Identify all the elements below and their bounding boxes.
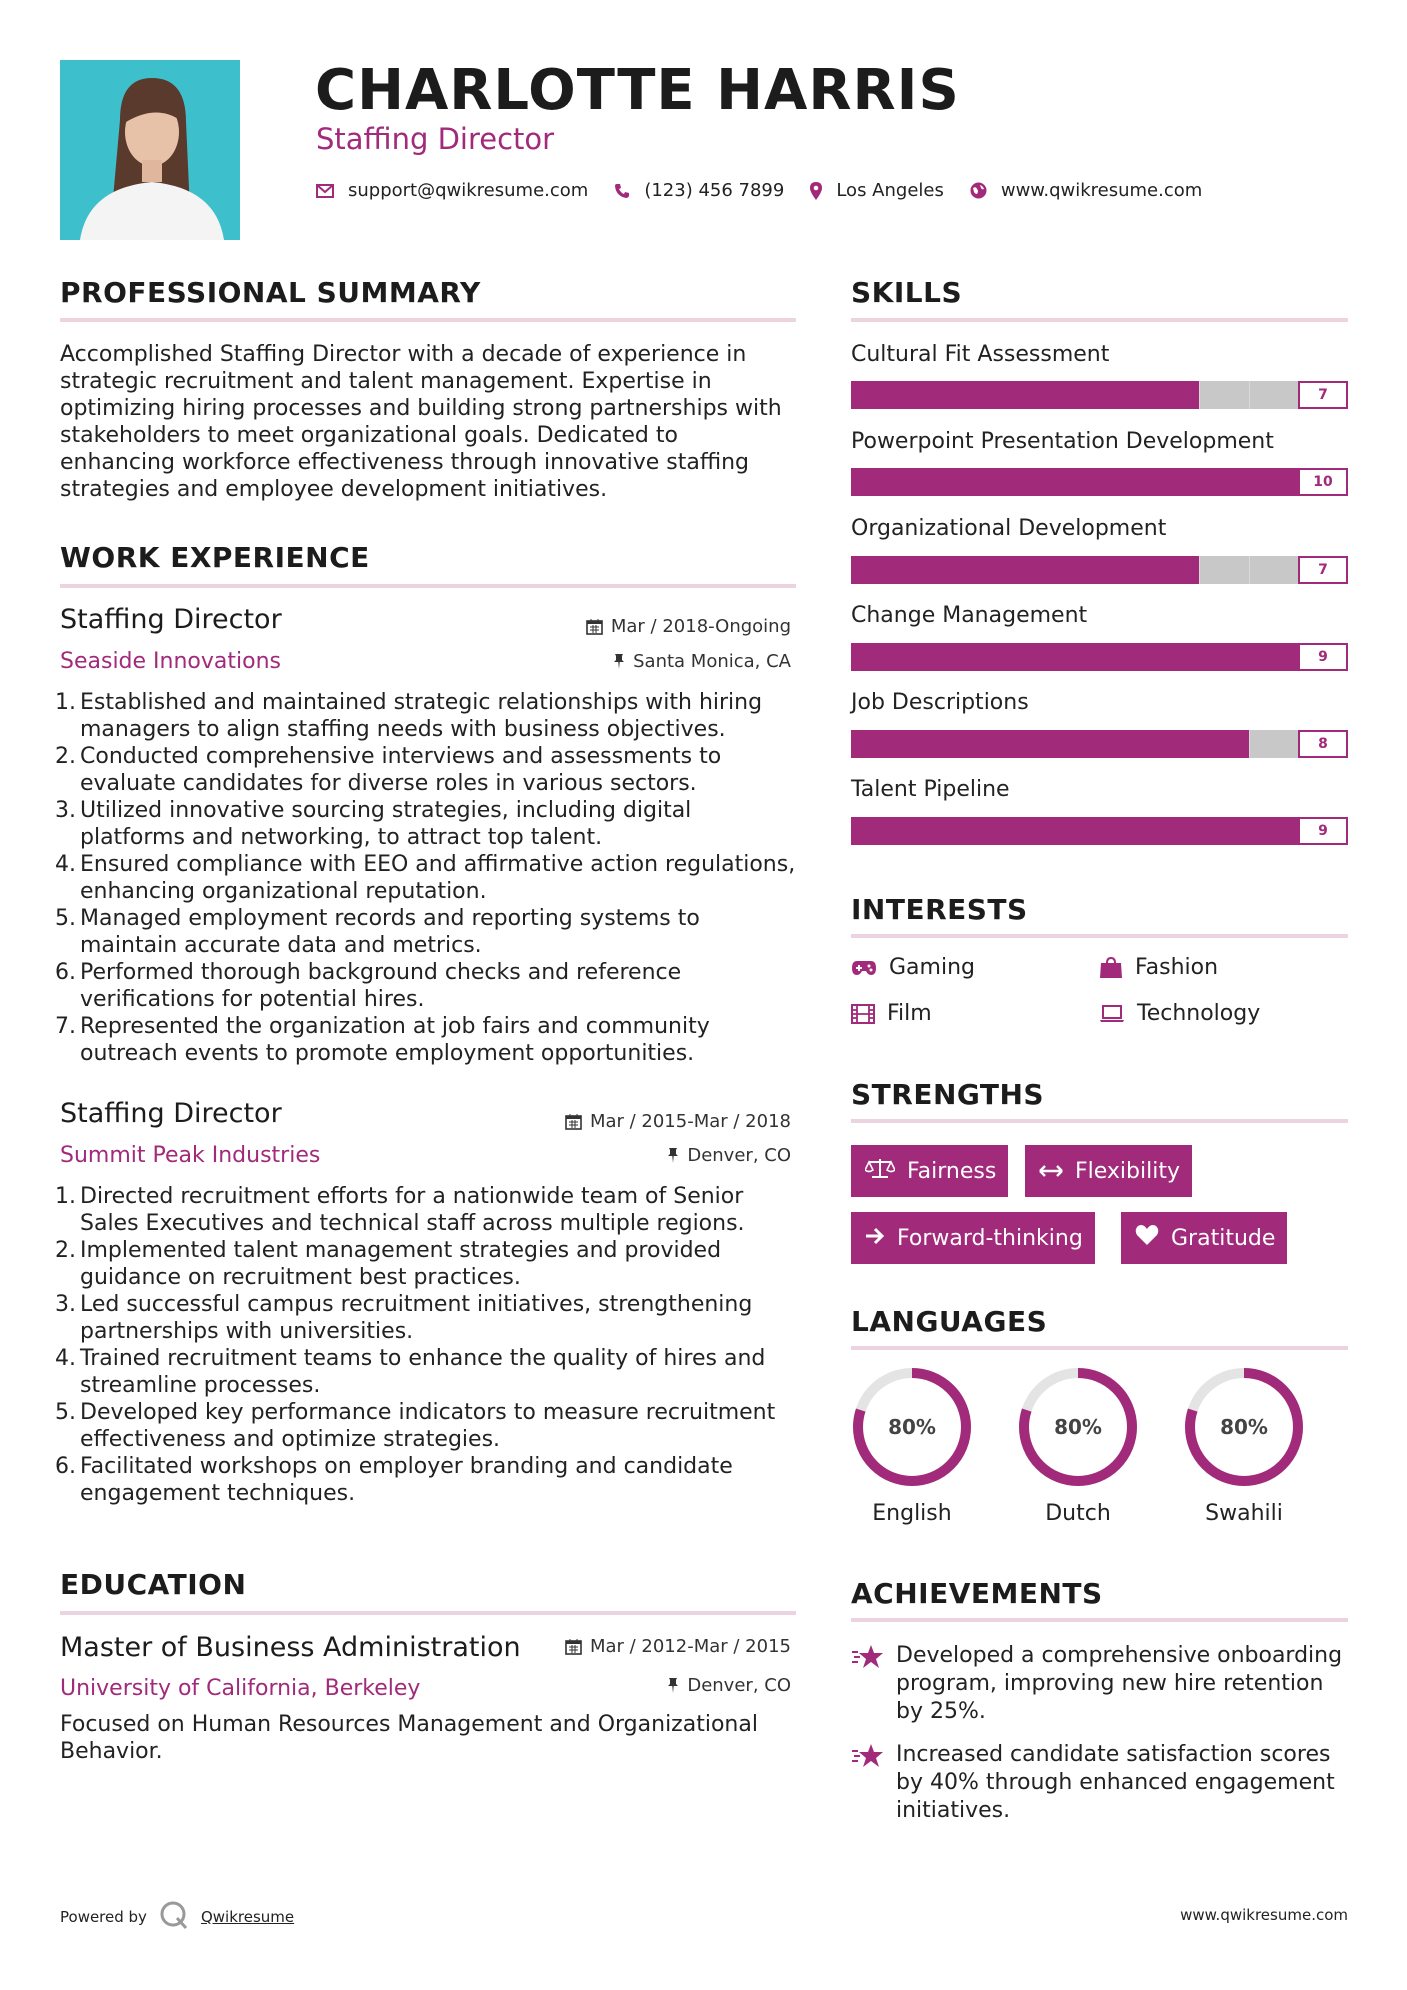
skill-bar (851, 556, 1348, 584)
strength-label: Gratitude (1171, 1225, 1276, 1251)
interests-rule (851, 934, 1348, 938)
strengths-heading: STRENGTHS (851, 1078, 1045, 1111)
balance-scale-icon (865, 1157, 895, 1185)
achievement-text: Increased candidate satisfaction scores by 40% through enhanced engagement initiatives. (896, 1742, 1335, 1823)
skills-heading: SKILLS (851, 276, 963, 309)
job-location-text: Denver, CO (687, 1145, 791, 1166)
skill-bar (851, 643, 1348, 671)
language-item (850, 1365, 974, 1526)
profile-photo (60, 60, 240, 240)
skill-level: 10 (1298, 468, 1348, 496)
job-bullets (55, 1183, 800, 1507)
strength-label: Forward-thinking (897, 1225, 1083, 1251)
summary-heading: PROFESSIONAL SUMMARY (60, 276, 481, 309)
footer-powered-by (60, 1900, 294, 1934)
candidate-name: CHARLOTTE HARRIS (315, 58, 960, 123)
calendar-icon (565, 1638, 582, 1655)
list-item: 2. Implemented talent management strategies and provided guidance on recruitment best practices. (55, 1238, 722, 1290)
skill-name: Cultural Fit Assessment (851, 342, 1110, 367)
shopping-bag-icon (1099, 957, 1123, 979)
interest-label: Film (887, 1001, 932, 1026)
skills-rule (851, 318, 1348, 322)
skill-segment-divider (1199, 381, 1200, 409)
skill-level: 9 (1298, 817, 1348, 845)
list-item: 2. Conducted comprehensive interviews and assessments to evaluate candidates for diverse roles in various sectors. (55, 744, 722, 796)
skill-name: Powerpoint Presentation Development (851, 429, 1274, 454)
experience-rule (60, 584, 796, 588)
achievement-text: Developed a comprehensive onboarding program, improving new hire retention by 25%. (896, 1643, 1343, 1724)
job-location (667, 1145, 791, 1166)
gamepad-icon (851, 960, 877, 976)
pushpin-icon (613, 653, 625, 670)
strength-badge-gratitude (1121, 1212, 1287, 1264)
education-description: Focused on Human Resources Management and Organizational Behavior. (60, 1712, 758, 1764)
skill-level: 7 (1298, 556, 1348, 584)
star-icon (851, 1743, 885, 1777)
education-degree: Master of Business Administration (60, 1632, 521, 1663)
achievement-item (851, 1741, 1351, 1825)
qwikresume-link[interactable]: Qwikresume (200, 1908, 295, 1926)
skill-level: 7 (1298, 381, 1348, 409)
list-item: 4. Trained recruitment teams to enhance the quality of hires and streamline processes. (55, 1346, 766, 1398)
list-item: 6. Facilitated workshops on employer branding and candidate engagement techniques. (55, 1454, 733, 1506)
skill-name: Organizational Development (851, 516, 1167, 541)
pushpin-icon (667, 1677, 679, 1694)
interest-item-technology (1099, 1001, 1260, 1026)
list-item: 3. Utilized innovative sourcing strategies, including digital platforms and networking, to attract top talent. (55, 798, 692, 850)
job-dates (565, 1111, 791, 1132)
languages-rule (851, 1346, 1348, 1350)
job-title: Staffing Director (60, 1098, 282, 1129)
arrows-horizontal-icon (1039, 1159, 1063, 1184)
interest-item-fashion (1099, 955, 1218, 980)
skill-fill (851, 556, 1199, 584)
pushpin-icon (667, 1147, 679, 1164)
list-item: 3. Led successful campus recruitment initiatives, strengthening partnerships with universities. (55, 1292, 753, 1344)
interest-item-film (851, 1001, 932, 1026)
contact-phone[interactable]: (123) 456 7899 (644, 180, 785, 201)
achievements-rule (851, 1618, 1348, 1622)
education-heading: EDUCATION (60, 1568, 247, 1601)
list-item: 5. Managed employment records and reporting systems to maintain accurate data and metrics. (55, 906, 700, 958)
job-title: Staffing Director (60, 604, 282, 635)
map-marker-icon (810, 182, 822, 200)
skill-name: Change Management (851, 603, 1088, 628)
job-dates-text: Mar / 2015-Mar / 2018 (589, 1111, 791, 1132)
job-dates-text: Mar / 2018-Ongoing (610, 616, 791, 637)
achievement-item (851, 1642, 1351, 1726)
skill-fill (851, 817, 1298, 845)
film-icon (851, 1004, 875, 1024)
phone-icon (614, 183, 630, 199)
summary-rule (60, 318, 796, 322)
education-rule (60, 1611, 796, 1615)
skill-segment-divider (1249, 730, 1250, 758)
language-name: Dutch (1045, 1501, 1111, 1526)
strengths-rule (851, 1119, 1348, 1123)
candidate-title: Staffing Director (316, 122, 555, 156)
language-percent: 80% (1054, 1415, 1102, 1439)
calendar-icon (565, 1113, 582, 1130)
skill-segment-divider (1249, 556, 1250, 584)
achievements-heading: ACHIEVEMENTS (851, 1577, 1103, 1610)
strength-label: Flexibility (1075, 1158, 1180, 1184)
list-item: 1. Established and maintained strategic relationships with hiring managers to align staffing needs with business objectives. (55, 690, 763, 742)
list-item: 4. Ensured compliance with EEO and affirmative action regulations, enhancing organizational reputation. (55, 852, 796, 904)
job-company: Seaside Innovations (60, 649, 281, 674)
footer-url[interactable]: www.qwikresume.com (1180, 1906, 1348, 1924)
strength-badge-flexibility (1025, 1145, 1192, 1197)
experience-heading: WORK EXPERIENCE (60, 541, 370, 574)
skill-fill (851, 730, 1249, 758)
skill-bar (851, 817, 1348, 845)
skill-bar (851, 381, 1348, 409)
strength-badge-forward-thinking (851, 1212, 1095, 1264)
calendar-icon (586, 618, 603, 635)
interest-label: Technology (1137, 1001, 1261, 1026)
skill-fill (851, 468, 1348, 496)
contact-email[interactable]: support@qwikresume.com (348, 180, 589, 201)
language-item (1016, 1365, 1140, 1526)
list-item: 1. Directed recruitment efforts for a nationwide team of Senior Sales Executives and technical staff across multiple regions. (55, 1184, 745, 1236)
language-percent: 80% (888, 1415, 936, 1439)
language-item (1182, 1365, 1306, 1526)
interests-heading: INTERESTS (851, 893, 1028, 926)
language-name: English (872, 1501, 952, 1526)
education-location-text: Denver, CO (687, 1675, 791, 1696)
languages-heading: LANGUAGES (851, 1305, 1048, 1338)
summary-text: Accomplished Staffing Director with a decade of experience in strategic recruitment and talent management. Expertise in optimizing hiring processes and building strong partnerships with stakeholders to meet organizational goals. Dedicated to enhancing workforce effectiveness through innovative staffing strategies and employee development initiatives. (60, 342, 782, 502)
list-item: 7. Represented the organization at job fairs and community outreach events to promote employment opportunities. (55, 1014, 710, 1066)
skill-level: 8 (1298, 730, 1348, 758)
envelope-icon (316, 184, 334, 198)
star-icon (851, 1644, 885, 1678)
skill-segment-divider (1199, 556, 1200, 584)
interest-item-gaming (851, 955, 975, 980)
interest-label: Gaming (889, 955, 975, 980)
skill-bar (851, 468, 1348, 496)
globe-icon (970, 182, 987, 199)
language-name: Swahili (1205, 1501, 1283, 1526)
contact-website[interactable]: www.qwikresume.com (1000, 180, 1203, 201)
education-dates-text: Mar / 2012-Mar / 2015 (589, 1636, 791, 1657)
job-bullets (55, 689, 800, 1067)
job-company: Summit Peak Industries (60, 1143, 321, 1168)
contact-bar (316, 180, 1228, 201)
interest-label: Fashion (1135, 955, 1219, 980)
powered-by-text: Powered by (60, 1908, 147, 1926)
list-item: 6. Performed thorough background checks and reference verifications for potential hires. (55, 960, 682, 1012)
skill-level: 9 (1298, 643, 1348, 671)
contact-location: Los Angeles (836, 180, 944, 201)
education-school: University of California, Berkeley (60, 1676, 421, 1701)
list-item: 5. Developed key performance indicators to measure recruitment effectiveness and optimize strategies. (55, 1400, 776, 1452)
job-dates (586, 616, 791, 637)
qwikresume-logo-icon (159, 1900, 189, 1934)
education-location (667, 1675, 791, 1696)
arrow-right-icon (865, 1226, 885, 1251)
skill-name: Job Descriptions (851, 690, 1029, 715)
heart-icon (1135, 1224, 1159, 1252)
strength-badge-fairness (851, 1145, 1008, 1197)
laptop-icon (1099, 1005, 1125, 1023)
skill-fill (851, 643, 1298, 671)
skill-fill (851, 381, 1199, 409)
skill-bar (851, 730, 1348, 758)
skill-segment-divider (1249, 381, 1250, 409)
strength-label: Fairness (907, 1158, 997, 1184)
education-dates (565, 1636, 791, 1657)
skill-name: Talent Pipeline (851, 777, 1010, 802)
language-percent: 80% (1220, 1415, 1268, 1439)
job-location-text: Santa Monica, CA (633, 651, 791, 672)
job-location (613, 651, 791, 672)
